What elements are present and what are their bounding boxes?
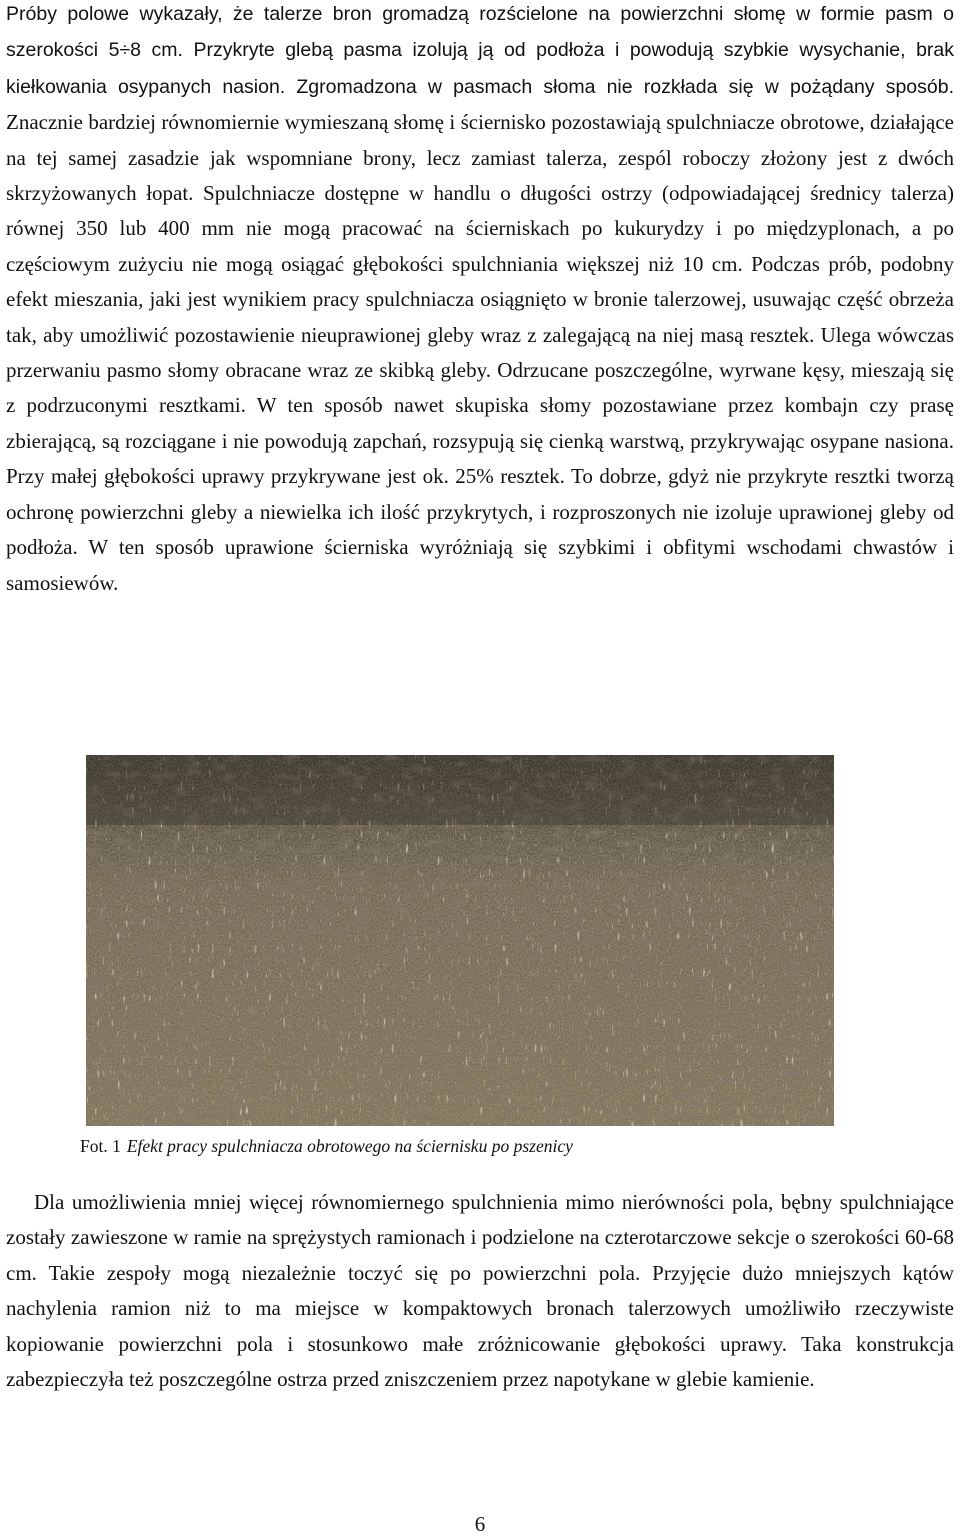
page-number: 6 — [474, 1512, 486, 1536]
paragraph-2: Dla umożliwienia mniej więcej równomiernego spulchnienia mimo nierówności pola, bębny spulchniające zostały zawieszone w ramie na sprężystych ramionach i podzielone na czterotarczowe sekcje o szerokości 60-68 cm. Takie zespoły mogą niezależnie toczyć się po powierzchni pola. Przyjęcie dużo mniejszych kątów nachylenia ramion niż to ma miejsce w kompaktowych bronach talerzowych umożliwiło rzeczywiste kopiowanie powierzchni pola i stosunkowo małe zróżnicowanie głębokości uprawy. Taka konstrukcja zabezpieczyła też poszczególne ostrza przed zniszczeniem przez napotykane w glebie kamienie. — [6, 1190, 954, 1392]
field-photo — [86, 755, 834, 1126]
paragraph-1 — [6, 0, 954, 601]
figure-label: Fot. 1 — [80, 1136, 121, 1156]
paragraph-1-part-2: Znacznie bardziej równomiernie wymieszaną słomę i ściernisko pozostawiają spulchniacze obrotowe, działające na tej samej zasadzie jak wspomniane brony, lecz zamiast talerza, zespól roboczy złożony jest z dwóch skrzyżowanych łopat. Spulchniacze dostępne w handlu o długości ostrzy (odpowiadającej średnicy talerza) równej 350 lub 400 mm nie mogą pracować na ścierniskach po kukurydzy i po międzyplonach, a po częściowym zużyciu nie mogą osiągać głębokości spulchniania większej niż 10 cm. Podczas prób, podobny efekt mieszania, jaki jest wynikiem pracy spulchniacza osiągnięto w bronie talerzowej, usuwając część obrzeża tak, aby umożliwić pozostawienie nieuprawionej gleby wraz z zalegającą na niej masą resztek. Ulega wówczas przerwaniu pasmo słomy obracane wraz ze skibką gleby. Odrzucane poszczególne, wyrwane kęsy, mieszają się z podrzuconymi resztkami. W ten sposób nawet skupiska słomy pozostawiane przez kombajn czy prasę zbierającą, są rozciągane i nie powodują zapchań, rozsypują się cienką warstwą, przykrywając osypane nasiona. Przy małej głębokości uprawy przykrywane jest ok. 25% resztek. To dobrze, gdyż nie przykryte resztki tworzą ochronę powierzchni gleby a niewielka ich ilość przykrytych, i rozproszonych nie izoluje uprawionej gleby od podłoża. W ten sposób uprawione ścierniska wyróżniają się szybkimi i obfitymi wschodami chwastów i samosiewów. — [6, 110, 954, 595]
figure-description: Efekt pracy spulchniacza obrotowego na ściernisku po pszenicy — [126, 1136, 573, 1156]
paragraph-1-part-1: Próby polowe wykazały, że talerze bron gromadzą rozścielone na powierzchni słomę w formie pasm o szerokości 5÷8 cm. Przykryte glebą pasma izolują ją od podłoża i powodują szybkie wysychanie, brak kiełkowania osypanych nasion. Zgromadzona w pasmach słoma nie rozkłada się w pożądany sposób. — [6, 3, 954, 98]
figure-caption — [80, 1134, 573, 1158]
